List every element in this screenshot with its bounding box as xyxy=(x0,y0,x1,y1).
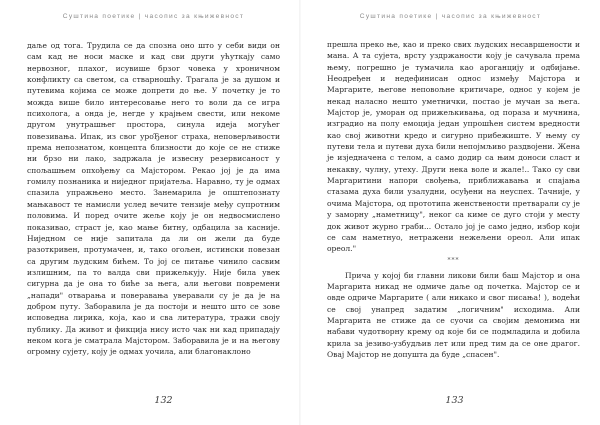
right-page-text xyxy=(327,39,580,360)
running-head-right: Суштина поетике | часопис за књижевност xyxy=(359,13,542,20)
right-page xyxy=(301,0,600,425)
left-page-text xyxy=(27,40,280,358)
section-break-asterisks: *** xyxy=(447,256,460,264)
running-head-left: Суштина поетике | часопис за књижевност xyxy=(62,13,245,20)
body-paragraph: даље од тога. Трудила се да спозна оно што у себи види он сам кад не носи маске и кад сви други ућуткају само нервозног, плахог, исувише брзог човека у хроничном конфликту са светом, са стварношћу. Трагала је за душом и путевима којима се може допрети до ње. У почетку је то можда више било интересовање него то воли да се игра психолога, а онда је, негде у крајњем свести, или некоме другом унутрашњег простора, синула идеја могућег повезивања. Ипак, из свог уроЂеног страха, неповерљивости према непознатом, концепта близности до које се не стиже ни брзо ни лако, задржала је извесну резервисаност у спољашњем опхођењу са Мајстором. Рекао јој је да има гомилу познаника и ниједног пријатеља. Наравно, ту је одмах спазила упражњено место. Занемарила је општепознату мањкавост те намисли услед вечите тензије међу супротним половима. И поред очите жеље коју је он недвосмислено показивао, страст је, као мање битну, одбацила за касније. Ниједном се није запитала да ли он жели да буде разоткривен, протумачен, и, тако огољен, истински повезан са другим људским бићем. То јој се питање чинило сасвим излишним, па то валда сви прижељкују. Није била увек сигурна да је она то биће за њега, али његови повремени „напади" отварања и поверавања уверавали су је да је на добром путу. Заборавила је да постоји и нешто што се зове исповедна лирика, која, као и сва литература, тражи своју публику. Да живот и фикција нису исто чак ни кад припадају неком кога је сматрала Мајстором. Заборавила је и на његову огромну сујету, коју је одмах уочила, али благонаклоно xyxy=(27,41,280,357)
page-number-right: 133 xyxy=(445,395,464,406)
body-paragraph: прешла преко ње, као и преко свих људских несавршености и мана. А та сујета, врсту уздржаности коју је сачувала према њему, погрешно је тумачила као ароганцију и одбијање. Неодређен и недефинисан однос између Мајстора и Маргарите, његове неповољне критичаре, однос у којем је некад наласно нешто уметнички, постао је мучан за њега. Мајстор је, уморан од прижељкивања, од пораза и мучнина, изградио на полу емоција један упрошћен систем вредности као свој животни кредо и сигурно прибежиште. У њему су путеви тела и путеви духа били непојмљиво раздвојени. Жена је изједначена с телом, а само додир са њим доноси сласт и некакву, чулну, утеху. Други нека воле и жале!.. Тако су сви Маргаритини напори свођења, приближавања и спајања стазама духа били узалудни, осуђени на неуспех. Тачније, у очима Мајстора, од прототипа женствености претварали су је у заморну „наметницу", неког са киме се дуго стоји у месту док живот журно граби... Остало јој је само једно, избор који се сам наметнуо, нетражени нежељени ореол. Али ипак ореол." xyxy=(327,40,580,254)
page-number-left: 132 xyxy=(154,395,173,406)
body-paragraph: Прича у којој би главни ликови били баш Мајстор и она Маргарита никад не одмиче даље од почетка. Мајстор се и овде одриче Маргарите ( али никако и свог писања! ), водећи се свој унапред задатим „логичним" исходима. Али Маргарита не стиже да се суочи са својим демонима ни набави чудотворну крему од које би се подмладила и добила крила за језиво-узбудљив лет или пред тим да се оне драгог. Овај Мајстор не допушта да буде „спасен". xyxy=(327,270,580,359)
left-page xyxy=(0,0,299,425)
